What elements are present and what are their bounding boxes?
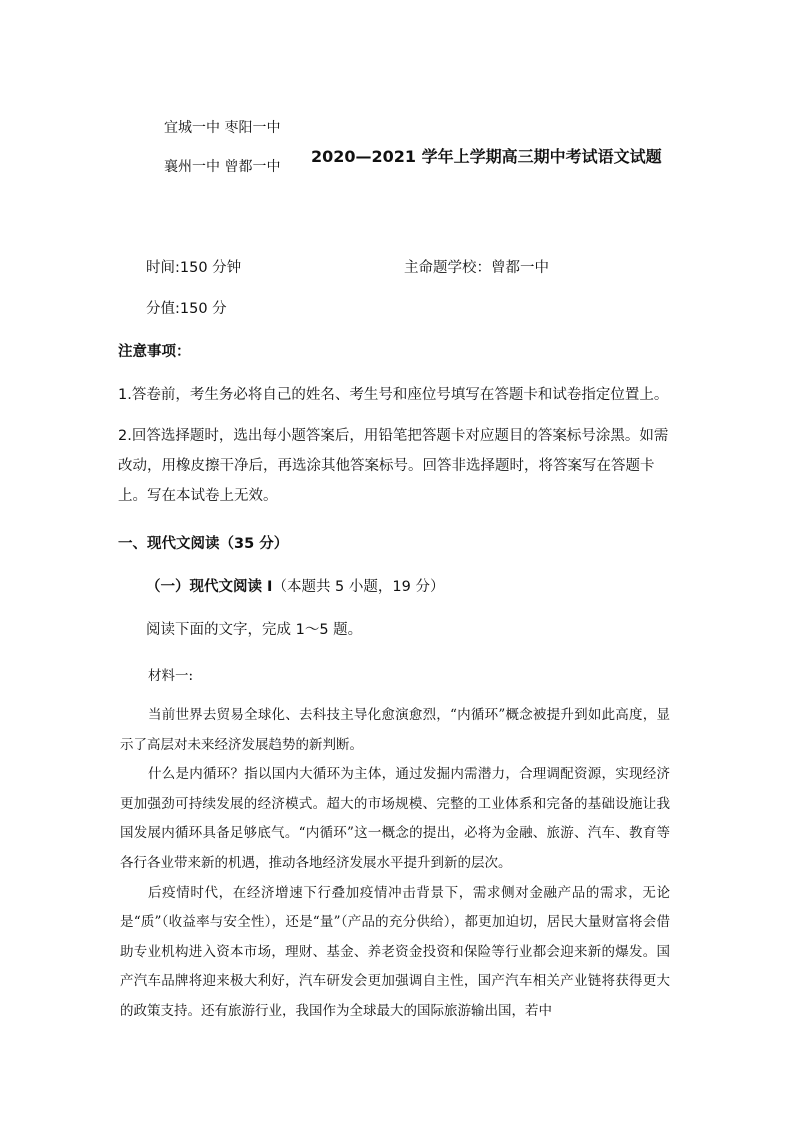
material-paragraph: 当前世界去贸易全球化、去科技主导化愈演愈烈，“内循环”概念被提升到如此高度，显示了高层对未来经济发展趋势的新判断。 bbox=[120, 707, 670, 753]
subsection-title: （一）现代文阅读 I bbox=[146, 579, 273, 595]
exam-score: 分值:150 分 bbox=[146, 301, 227, 317]
material-paragraph: 后疫情时代，在经济增速下行叠加疫情冲击背景下，需求侧对金融产品的需求，无论是“质”（收益率与安全性），还是“量”（产品的充分供给），都更加迫切，居民大量财富将会借助专业机构进入资本市场，理财、基金、养老资金投资和保险等行业都会迎来新的爆发。国产汽车品牌将迎来极大利好，汽车研发会更加强调自主性，国产汽车相关产业链将获得更大的政策支持。还有旅游行业，我国作为全球最大的国际旅游输出国，若中 bbox=[120, 884, 670, 1019]
exam-title: 2020—2021 学年上学期高三期中考试语文试题 bbox=[311, 147, 662, 166]
school-list-line-2: 襄州一中 曾都一中 bbox=[164, 159, 281, 175]
subsection-note: （本题共 5 小题，19 分） bbox=[272, 579, 445, 595]
section-heading: 一、现代文阅读（35 分） bbox=[118, 536, 289, 552]
subsection-heading bbox=[146, 575, 444, 596]
exam-time: 时间:150 分钟 bbox=[146, 260, 242, 276]
notes-item-2: 2.回答选择题时，选出每小题答案后，用铅笔把答题卡对应题目的答案标号涂黑。如需改动，用橡皮擦干净后，再选涂其他答案标号。回答非选择题时，将答案写在答题卡上。写在本试卷上无效。 bbox=[118, 428, 669, 504]
material-label: 材料一: bbox=[148, 668, 194, 684]
school-list-line-1: 宜城一中 枣阳一中 bbox=[164, 120, 281, 136]
notes-heading: 注意事项： bbox=[118, 344, 191, 360]
notes-item-1: 1.答卷前，考生务必将自己的姓名、考生号和座位号填写在答题卡和试卷指定位置上。 bbox=[118, 387, 669, 403]
reading-instruction: 阅读下面的文字，完成 1～5 题。 bbox=[146, 622, 363, 638]
host-school: 主命题学校：曾都一中 bbox=[404, 260, 549, 276]
material-text bbox=[120, 701, 670, 1027]
material-paragraph: 什么是内循环？指以国内大循环为主体，通过发掘内需潜力，合理调配资源，实现经济更加强劲可持续发展的经济模式。超大的市场规模、完整的工业体系和完备的基础设施让我国发展内循环具备足够底气。“内循环”这一概念的提出，必将为金融、旅游、汽车、教育等各行各业带来新的机遇，推动各地经济发展水平提升到新的层次。 bbox=[120, 766, 670, 871]
